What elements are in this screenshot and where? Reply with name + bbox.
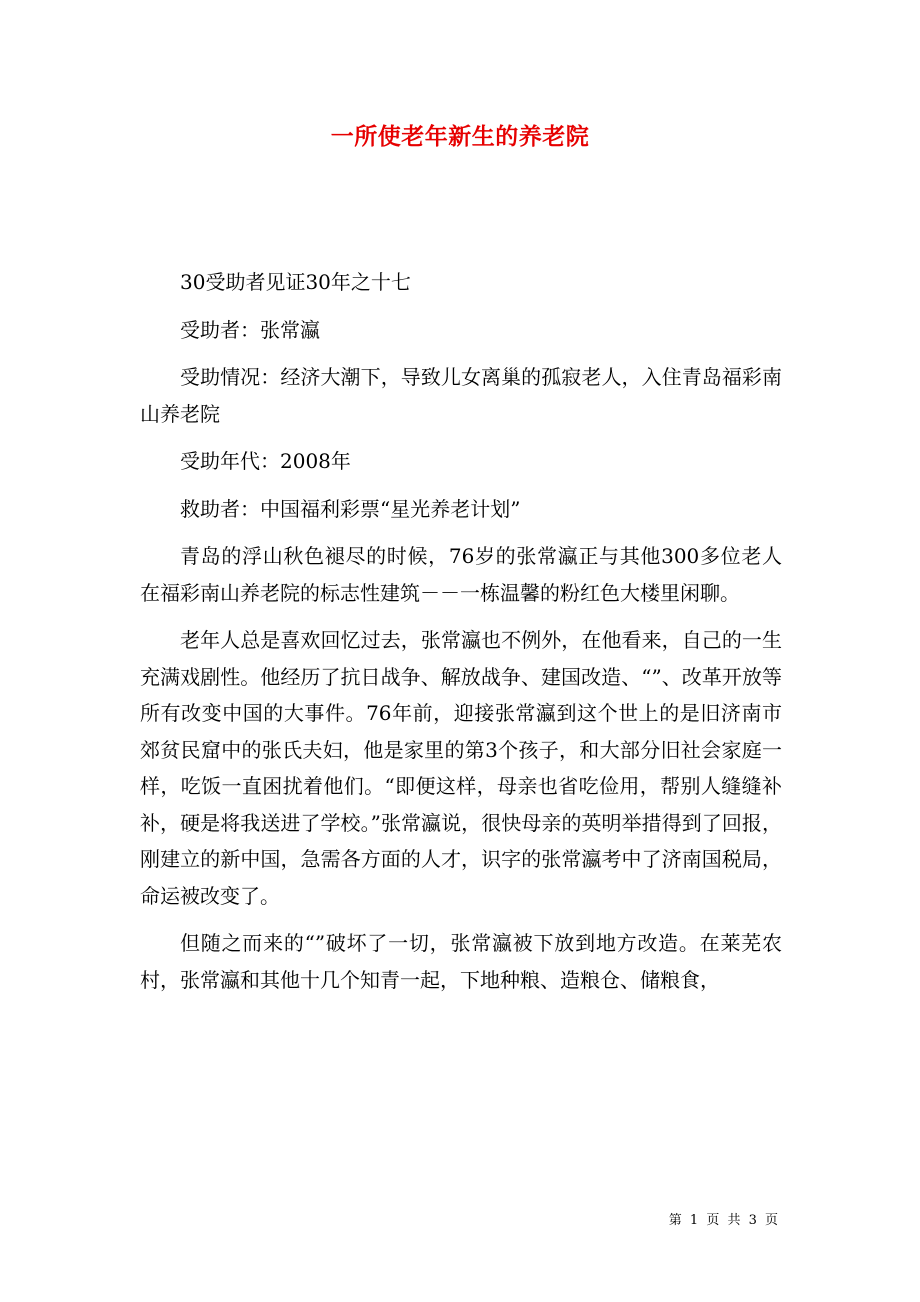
document-body <box>140 264 782 1009</box>
page-number-footer: 第 1 页 共 3 页 <box>668 1213 780 1228</box>
paragraph-series: 30受助者见证30年之十七 <box>180 270 411 294</box>
paragraph-hardship: 但随之而来的“”破坏了一切，张常瀛被下放到地方改造。在莱芜农村，张常瀛和其他十几个知青一起，下地种粮、造粮仓、储粮食， <box>140 931 782 992</box>
paragraph-year: 受助年代：2008年 <box>180 449 351 473</box>
document-title: 一所使老年新生的养老院 <box>330 123 590 150</box>
paragraph-recipient: 受助者：张常瀛 <box>180 317 320 342</box>
paragraph-situation: 受助情况：经济大潮下，导致儿女离巢的孤寂老人，入住青岛福彩南山养老院 <box>140 365 782 426</box>
paragraph-memories: 老年人总是喜欢回忆过去，张常瀛也不例外，在他看来，自己的一生充满戏剧性。他经历了抗日战争、解放战争、建国改造、“”、改革开放等所有改变中国的大事件。76年前，迎接张常瀛到这个世上的是旧济南市郊贫民窟中的张氏夫妇，他是家里的第3个孩子，和大部分旧社会家庭一样，吃饭一直困扰着他们。“即便这样，母亲也省吃俭用，帮别人缝缝补补，硬是将我送进了学校。”张常瀛说，很快母亲的英明举措得到了回报，刚建立的新中国，急需各方面的人才，识字的张常瀛考中了济南国税局，命运被改变了。 <box>140 628 782 908</box>
paragraph-intro: 青岛的浮山秋色褪尽的时候，76岁的张常瀛正与其他300多位老人在福彩南山养老院的标志性建筑－－一栋温馨的粉红色大楼里闲聊。 <box>140 544 782 605</box>
paragraph-helper: 救助者：中国福利彩票“星光养老计划” <box>180 496 521 521</box>
